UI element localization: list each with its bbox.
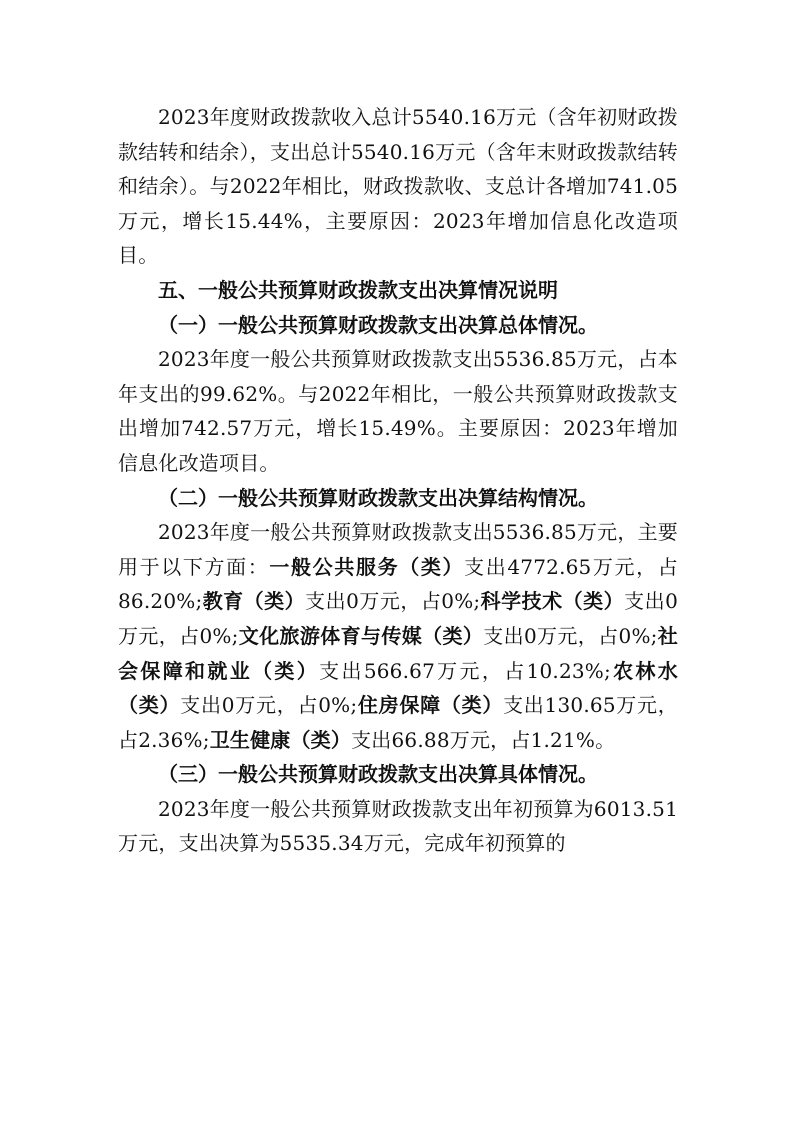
category-detail: 支出0万元，占0%; xyxy=(483,623,658,648)
category-detail: 支出0万元，占0%; xyxy=(180,693,358,718)
category-name: 卫生健康（类） xyxy=(209,727,352,752)
subsection-one-title: （一）一般公共预算财政拨款支出决算总体情况。 xyxy=(158,312,598,337)
category-name: 文化旅游体育与传媒（类） xyxy=(238,623,484,648)
category-detail: 支出66.88万元，占1.21%。 xyxy=(351,727,616,752)
fiscal-appropriation-summary-paragraph: 2023年度财政拨款收入总计5540.16万元（含年初财政拨款结转和结余），支出总计5540.16万元（含年末财政拨款结转和结余）。与2022年相比，财政拨款收、支总计各增加741.05万元，增长15.44%，主要原因：2023年增加信息化改造项目。 xyxy=(118,105,678,268)
document-page xyxy=(118,100,678,861)
subsection-three-title: （三）一般公共预算财政拨款支出决算具体情况。 xyxy=(158,762,598,787)
category-name: 住房保障（类） xyxy=(357,693,504,718)
category-name: 一般公共服务（类） xyxy=(269,554,465,579)
category-name: 科学技术（类） xyxy=(480,589,625,614)
category-name: 社会保障和就业（类） xyxy=(118,623,678,683)
category-detail: 支出0万元，占0%; xyxy=(118,589,678,648)
overall-expenditure-paragraph: 2023年度一般公共预算财政拨款支出5536.85万元，占本年支出的99.62%。与2022年相比，一般公共预算财政拨款支出增加742.57万元，增长15.49%。主要原因：2023年增加信息化改造项目。 xyxy=(118,347,678,475)
subsection-two-title: （二）一般公共预算财政拨款支出决算结构情况。 xyxy=(158,485,598,510)
category-detail: 支出130.65万元，占2.36%; xyxy=(118,693,678,752)
expenditure-structure-paragraph xyxy=(118,515,678,757)
category-detail: 支出4772.65万元，占86.20%; xyxy=(118,554,678,614)
category-name: 教育（类） xyxy=(202,589,306,614)
section-five-title: 五、一般公共预算财政拨款支出决算情况说明 xyxy=(158,277,558,302)
category-detail: 支出566.67万元，占10.23%; xyxy=(319,658,611,683)
structure-intro: 2023年度一般公共预算财政拨款支出5536.85万元，主要用于以下方面： xyxy=(118,520,678,579)
category-name: 农林水（类） xyxy=(118,658,678,718)
category-detail: 支出0万元，占0%; xyxy=(305,589,481,614)
specific-expenditure-paragraph: 2023年度一般公共预算财政拨款支出年初预算为6013.51万元，支出决算为5535.34万元，完成年初预算的 xyxy=(118,796,678,856)
